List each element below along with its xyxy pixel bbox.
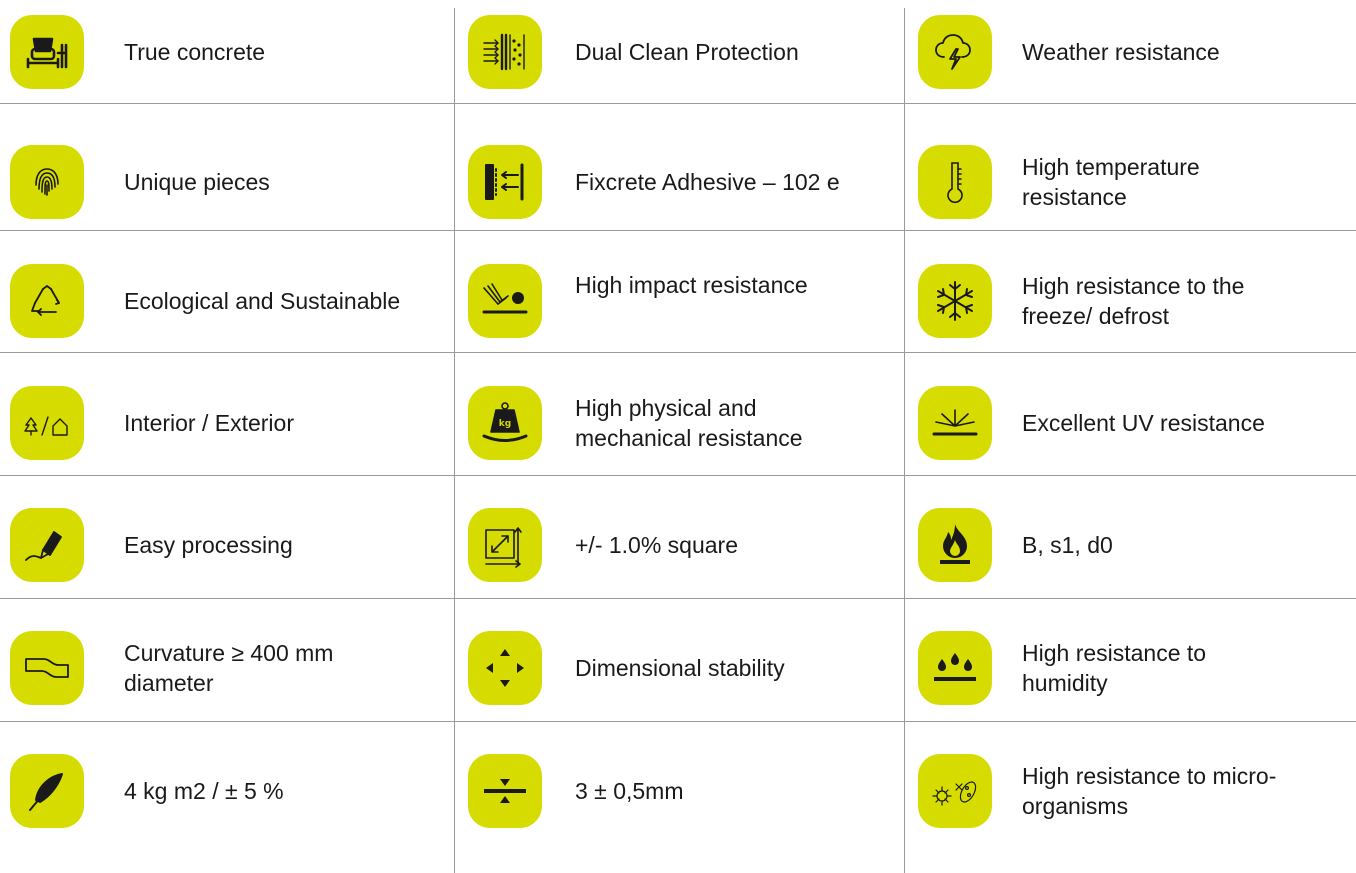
feature-item [0,625,454,711]
snowflake-icon [918,264,992,338]
feature-item [904,625,1356,711]
feature-label: Interior / Exterior [124,410,294,436]
thermometer-icon [918,145,992,219]
feature-label: High resistance to the freeze/ defrost [1022,273,1245,329]
layered-protection-icon [468,15,542,89]
feature-label: +/- 1.0% square [575,532,739,558]
feature-item [454,10,904,94]
feature-item [454,380,904,466]
feature-label: Weather resistance [1022,39,1220,65]
feather-icon [10,754,84,828]
feature-item [454,748,904,834]
feature-item [904,380,1356,466]
feature-label: Fixcrete Adhesive – 102 e [575,169,840,195]
feature-item [0,140,454,224]
feature-item [0,748,454,834]
feature-label: Ecological and Sustainable [124,288,401,314]
fingerprint-icon [10,145,84,219]
four-arrows-icon [468,631,542,705]
thickness-icon [468,754,542,828]
adhesive-panel-icon [468,145,542,219]
feature-item [454,140,904,224]
feature-column-middle [454,0,904,873]
feature-label: Dimensional stability [575,655,785,681]
weight-kg-icon [468,386,542,460]
feature-label: True concrete [124,39,266,65]
feature-item [0,380,454,466]
square-arrows-icon [468,508,542,582]
feature-item [454,502,904,588]
feature-item [904,258,1356,344]
ball-impact-icon [468,264,542,338]
uv-sun-icon [918,386,992,460]
feature-label: High impact resistance [575,272,808,298]
svg-text:kg: kg [498,419,512,429]
feature-item [904,748,1356,834]
concrete-mixer-icon [10,15,84,89]
feature-label: Curvature ≥ 400 mm diameter [124,640,334,696]
storm-cloud-icon [918,15,992,89]
feature-item [904,10,1356,94]
feature-label: High resistance to humidity [1022,640,1207,696]
feature-label: 4 kg m2 / ± 5 % [124,778,284,804]
feature-item [0,502,454,588]
feature-label: High physical and mechanical resistance [575,395,803,451]
feature-label: Dual Clean Protection [575,39,799,65]
feature-label: B, s1, d0 [1022,532,1113,558]
pencil-icon [10,508,84,582]
water-drops-icon [918,631,992,705]
curved-panel-icon [10,631,84,705]
feature-column-left [0,0,454,873]
feature-item [0,258,454,344]
feature-item [454,625,904,711]
fire-icon [918,508,992,582]
feature-label: Unique pieces [124,169,270,195]
feature-label: Easy processing [124,532,293,558]
tree-house-icon [10,386,84,460]
feature-label: Excellent UV resistance [1022,410,1265,436]
feature-item [454,258,904,344]
feature-item [0,10,454,94]
feature-label: High resistance to micro-organisms [1022,763,1277,819]
feature-label: High temperature resistance [1022,154,1200,210]
feature-column-right [904,0,1356,873]
microorganism-icon [918,754,992,828]
feature-label: 3 ± 0,5mm [575,778,684,804]
recycle-icon [10,264,84,338]
feature-item [904,502,1356,588]
feature-item [904,140,1356,224]
